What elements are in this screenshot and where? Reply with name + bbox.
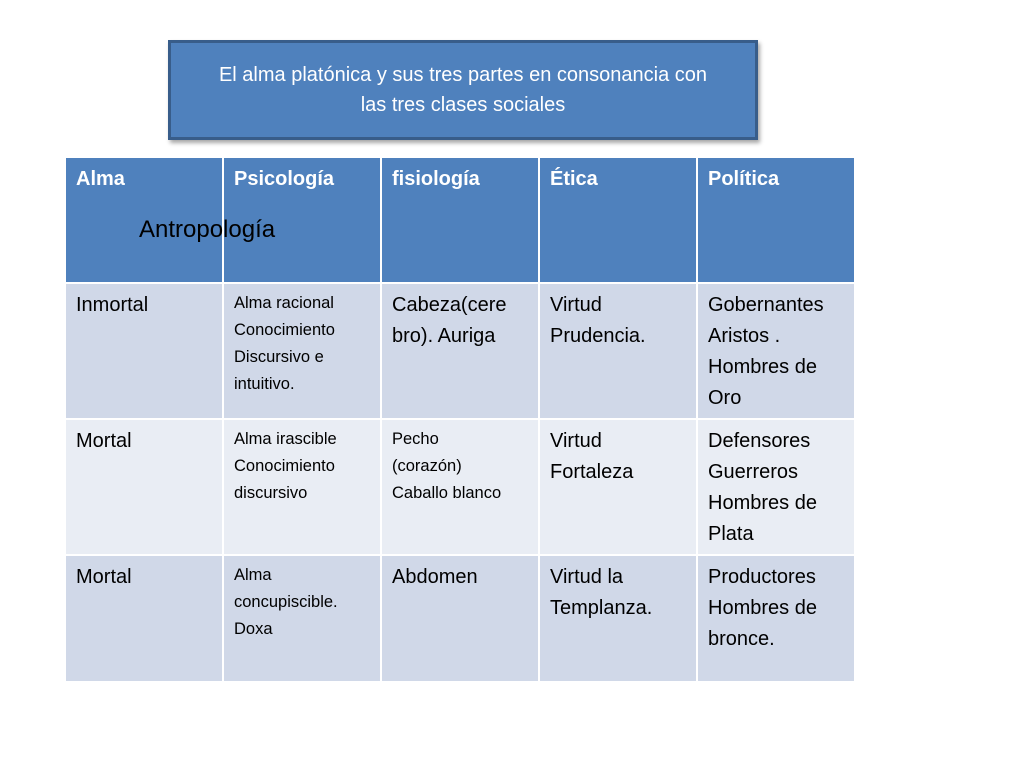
cell-psicologia: Alma concupiscible. Doxa <box>223 555 381 682</box>
title-text <box>219 60 707 120</box>
cell-alma: Inmortal <box>65 283 223 419</box>
table-row <box>65 283 855 419</box>
cell-etica: Virtud Fortaleza <box>539 419 697 555</box>
title-line-1: El alma platónica y sus tres partes en consonancia con <box>218 64 708 86</box>
cell-politica: Defensores Guerreros Hombres de Plata <box>697 419 855 555</box>
cell-politica: Productores Hombres de bronce. <box>697 555 855 682</box>
table-row <box>65 555 855 682</box>
cell-politica: Gobernantes Aristos . Hombres de Oro <box>697 283 855 419</box>
cell-fisiologia: Abdomen <box>381 555 539 682</box>
title-box <box>168 40 758 140</box>
cell-fisiologia: Cabeza(cere bro). Auriga <box>381 283 539 419</box>
header-fisiologia: fisiología <box>381 157 539 283</box>
cell-etica: Virtud Prudencia. <box>539 283 697 419</box>
header-politica: Política <box>697 157 855 283</box>
cell-fisiologia: Pecho (corazón) Caballo blanco <box>381 419 539 555</box>
cell-psicologia: Alma racional Conocimiento Discursivo e intuitivo. <box>223 283 381 419</box>
cell-etica: Virtud la Templanza. <box>539 555 697 682</box>
cell-psicologia: Alma irascible Conocimiento discursivo <box>223 419 381 555</box>
header-alma: Alma <box>65 157 223 283</box>
title-line-2: las tres clases sociales <box>360 94 566 116</box>
header-psicologia: Psicología <box>223 157 381 283</box>
antropologia-label: Antropología <box>139 216 276 243</box>
cell-alma: Mortal <box>65 555 223 682</box>
table-row <box>65 419 855 555</box>
cell-alma: Mortal <box>65 419 223 555</box>
header-etica: Ética <box>539 157 697 283</box>
